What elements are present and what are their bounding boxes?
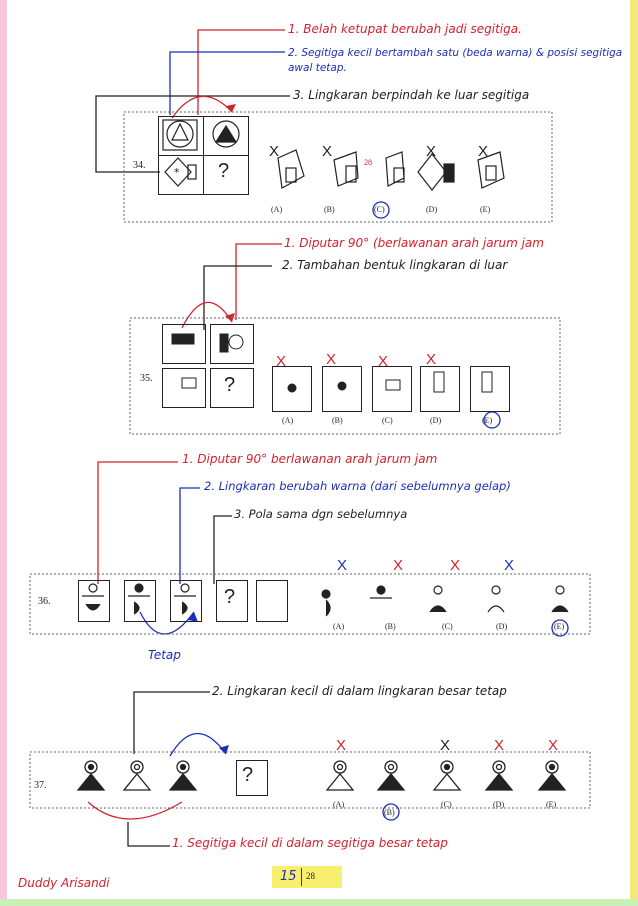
q34-matrix-cell-2 [203,116,249,156]
q36-matrix-cell-1 [78,580,110,622]
q34-option-b-label[interactable]: (B) [324,205,335,214]
q34-note-2: 2. Segitiga kecil bertambah satu (beda warna) & posisi segitiga awal tetap. [288,47,623,74]
q36-number: 36. [38,596,51,607]
page-total: 28 [306,871,315,881]
q34-matrix-cell-1 [158,116,204,156]
q36-wrong-d: X [504,557,515,574]
q34-wrong-a: X [269,143,280,160]
author-signature: Duddy Arisandi [18,876,110,890]
q35-wrong-b: X [326,351,337,368]
q36-matrix-cell-5 [256,580,288,622]
q36-tetap-note: Tetap [148,648,181,662]
q34-wrong-d: X [426,143,437,160]
q37-wrong-d: X [494,737,505,754]
q36-note-2: 2. Lingkaran berubah warna (dari sebelumnya gelap) [204,479,511,493]
q36-note-3: 3. Pola sama dgn sebelumnya [234,507,408,521]
q37-wrong-e: X [548,737,559,754]
q37-option-a-label[interactable]: (A) [333,800,345,809]
q35-option-b[interactable] [322,366,362,412]
q35-wrong-d: X [426,351,437,368]
q34-wrong-e: X [478,143,489,160]
q34-note-1: 1. Belah ketupat berubah jadi segitiga. [288,22,522,36]
page-number: 15 [280,869,297,884]
q36-question-mark: ? [224,586,236,608]
q35-option-a[interactable] [272,366,312,412]
q36-option-d-label[interactable]: (D) [496,622,508,631]
q36-note-1: 1. Diputar 90° berlawanan arah jarum jam [182,452,438,466]
q36-wrong-c: X [450,557,461,574]
q35-wrong-a: X [276,353,287,370]
q37-option-c-label[interactable]: (C) [441,800,452,809]
q34-note-3: 3. Lingkaran berpindah ke luar segitiga [293,88,530,102]
q34-option-a-label[interactable]: (A) [271,205,283,214]
q34-option-c-label[interactable]: (C) [374,205,385,214]
q35-matrix-cell-3 [162,368,206,408]
q36-matrix-cell-3 [170,580,202,622]
q37-option-e-label[interactable]: (E) [546,800,557,809]
q35-option-d-label[interactable]: (D) [430,416,442,425]
q37-option-b-label[interactable]: (B) [384,808,395,817]
q35-pointer-lines [182,244,282,330]
q35-matrix-cell-2 [210,324,254,364]
q34-number: 34. [133,160,146,171]
q35-matrix-cell-1 [162,324,206,364]
q35-wrong-c: X [378,353,389,370]
page-number-box [272,866,342,888]
q37-frame [30,752,590,808]
page-divider [301,868,302,886]
q35-option-e-label[interactable]: (E) [482,416,493,425]
q37-figure-drawings [78,761,565,790]
q34-question-mark: ? [218,160,230,182]
q35-option-c-label[interactable]: (C) [382,416,393,425]
q36-wrong-b: X [393,557,404,574]
q34-matrix-cell-3 [158,155,204,195]
q35-option-d[interactable] [420,366,460,412]
q35-option-b-label[interactable]: (B) [332,416,343,425]
q36-option-c-label[interactable]: (C) [442,622,453,631]
q34-option-e-label[interactable]: (E) [480,205,491,214]
q37-option-d-label[interactable]: (D) [493,800,505,809]
svg-text:*: * [174,166,180,179]
q37-note-1: 1. Segitiga kecil di dalam segitiga besar tetap [172,836,448,850]
q34-stamp: 28 [364,158,372,167]
q37-wrong-c: X [440,737,451,754]
q36-option-b-label[interactable]: (B) [385,622,396,631]
q35-question-mark: ? [224,374,236,396]
q37-number: 37. [34,780,47,791]
q37-pointer-lines [88,692,229,846]
q36-wrong-a: X [337,557,348,574]
q37-wrong-a: X [336,737,347,754]
q35-note-2: 2. Tambahan bentuk lingkaran di luar [282,258,508,272]
q36-matrix-cell-2 [124,580,156,622]
q36-option-a-label[interactable]: (A) [333,622,345,631]
q35-option-c[interactable] [372,366,412,412]
q35-number: 35. [140,373,153,384]
q34-option-d-label[interactable]: (D) [426,205,438,214]
q34-option-drawings [278,150,504,190]
q36-option-e-label[interactable]: (E) [554,622,565,631]
q35-option-e[interactable] [470,366,510,412]
q35-note-1: 1. Diputar 90° (berlawanan arah jarum jam [284,236,544,250]
q37-question-mark: ? [242,764,254,786]
q37-note-2: 2. Lingkaran kecil di dalam lingkaran besar tetap [212,684,507,698]
q34-wrong-b: X [322,143,333,160]
q35-option-a-label[interactable]: (A) [282,416,294,425]
